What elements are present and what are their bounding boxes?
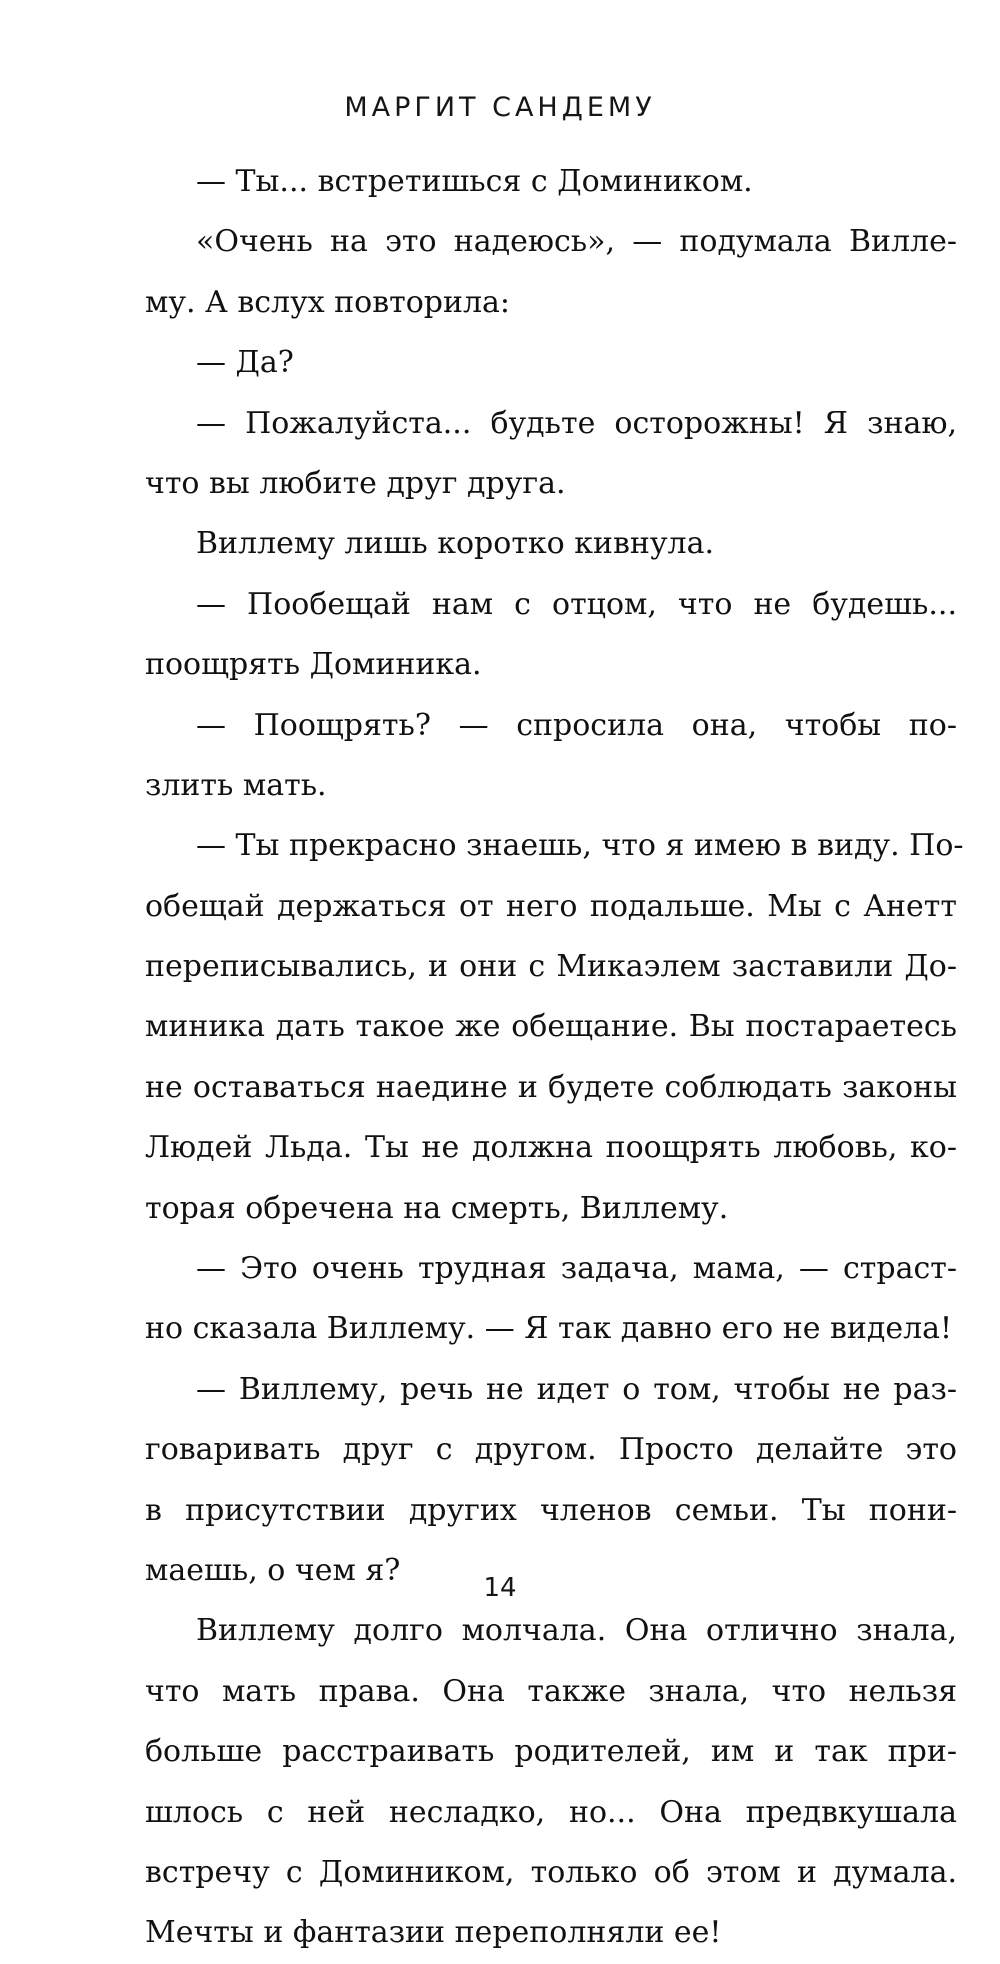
- text-line: что вы любите друг друга.: [145, 465, 566, 501]
- text-line: но сказала Виллему. — Я так давно его не видела!: [145, 1311, 953, 1347]
- text-line: что мать права. Она также знала, что нельзя: [145, 1673, 957, 1709]
- text-line: — Поощрять? — спросила она, чтобы по-: [196, 707, 957, 743]
- text-line: Мечты и фантазии переполняли ее!: [145, 1915, 722, 1951]
- body-text: [145, 152, 964, 1964]
- text-line: Людей Льда. Ты не должна поощрять любовь, ко-: [145, 1130, 957, 1166]
- text-line: Виллему долго молчала. Она отлично знала,: [196, 1613, 957, 1649]
- text-line: — Это очень трудная задача, мама, — страст-: [196, 1251, 957, 1287]
- text-line: миника дать такое же обещание. Вы постараетесь: [145, 1009, 957, 1045]
- text-line: — Ты... встретишься с Домиником.: [196, 164, 753, 199]
- text-line: говаривать друг с другом. Просто делайте это: [145, 1432, 957, 1468]
- running-head-author: МАРГИТ САНДЕМУ: [344, 92, 656, 123]
- text-line: больше расстраивать родителей, им и так при-: [145, 1734, 957, 1770]
- text-line: шлось с ней несладко, но... Она предвкушала: [145, 1794, 957, 1830]
- text-line: маешь, о чем я?: [145, 1552, 401, 1588]
- text-line: переписывались, и они с Микаэлем заставили До-: [145, 949, 957, 985]
- text-line: обещай держаться от него подальше. Мы с Анетт: [145, 888, 957, 924]
- page-number: 14: [483, 1573, 517, 1603]
- text-line: «Очень на это надеюсь», — подумала Вилле-: [196, 224, 957, 260]
- text-line: — Пообещай нам с отцом, что не будешь...: [196, 586, 957, 622]
- text-line: — Да?: [196, 345, 294, 381]
- text-line: Виллему лишь коротко кивнула.: [196, 526, 715, 562]
- text-line: — Ты прекрасно знаешь, что я имею в виду. По-: [196, 828, 964, 864]
- text-line: торая обречена на смерть, Виллему.: [145, 1190, 729, 1226]
- text-line: — Пожалуйста... будьте осторожны! Я знаю,: [196, 405, 957, 441]
- text-line: встречу с Домиником, только об этом и думала.: [145, 1854, 957, 1890]
- text-line: в присутствии других членов семьи. Ты пони-: [145, 1492, 957, 1528]
- text-line: му. А вслух повторила:: [145, 284, 511, 320]
- text-line: поощрять Доминика.: [145, 647, 482, 683]
- text-line: — Виллему, речь не идет о том, чтобы не раз-: [196, 1371, 957, 1407]
- text-line: не оставаться наедине и будете соблюдать законы: [145, 1069, 957, 1105]
- text-line: злить мать.: [145, 767, 327, 803]
